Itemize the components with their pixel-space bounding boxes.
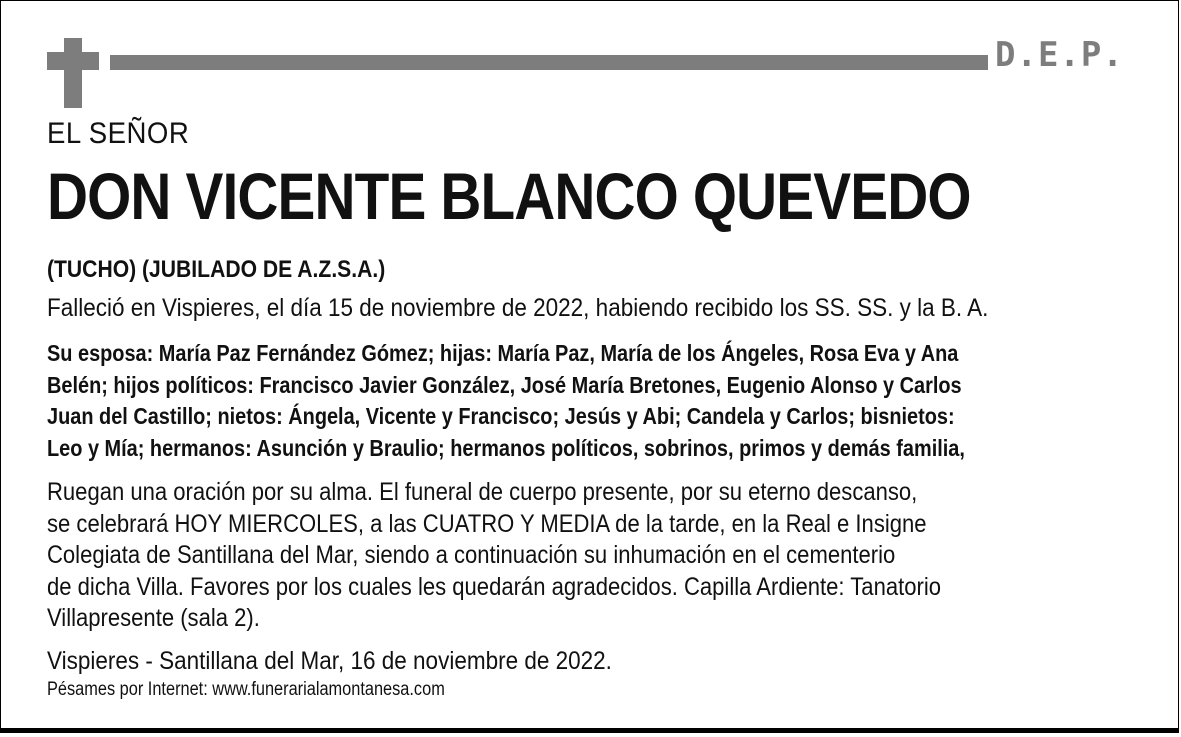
family-line: Juan del Castillo; nietos: Ángela, Vicente y Francisco; Jesús y Abi; Candela y Carlos; bisnietos: xyxy=(47,403,955,429)
notice-title: EL SEÑOR xyxy=(47,117,190,150)
service-paragraph xyxy=(47,477,941,635)
death-line: Falleció en Vispieres, el día 15 de noviembre de 2022, habiendo recibido los SS. SS. y la B. A. xyxy=(47,294,989,322)
nickname-line: (TUCHO) (JUBILADO DE A.Z.S.A.) xyxy=(47,256,386,283)
header-rule xyxy=(110,55,988,70)
family-line: Su esposa: María Paz Fernández Gómez; hijas: María Paz, María de los Ángeles, Rosa Eva y Ana xyxy=(47,340,959,366)
cross-icon-bar xyxy=(47,52,99,70)
family-paragraph xyxy=(47,338,965,464)
place-date-line: Vispieres - Santillana del Mar, 16 de noviembre de 2022. xyxy=(47,647,612,675)
service-line: Ruegan una oración por su alma. El funeral de cuerpo presente, por su eterno descanso, xyxy=(47,478,918,506)
service-line: Colegiata de Santillana del Mar, siendo a continuación su inhumación en el cementerio xyxy=(47,541,896,569)
cross-icon xyxy=(64,38,82,108)
condolences-web-line: Pésames por Internet: www.funerarialamontanesa.com xyxy=(47,679,445,700)
service-line: se celebrará HOY MIERCOLES, a las CUATRO Y MEDIA de la tarde, en la Real e Insigne xyxy=(47,509,927,538)
family-line: Leo y Mía; hermanos: Asunción y Braulio; hermanos políticos, sobrinos, primos y demás familia, xyxy=(47,434,965,461)
dep-label: D.E.P. xyxy=(995,35,1124,75)
deceased-name: DON VICENTE BLANCO QUEVEDO xyxy=(47,159,971,233)
service-line: de dicha Villa. Favores por los cuales les quedarán agradecidos. Capilla Ardiente: Tanatorio xyxy=(47,572,941,601)
service-line: Villapresente (sala 2). xyxy=(47,604,260,632)
family-line: Belén; hijos políticos: Francisco Javier González, José María Bretones, Eugenio Alonso y Carlos xyxy=(47,371,962,398)
